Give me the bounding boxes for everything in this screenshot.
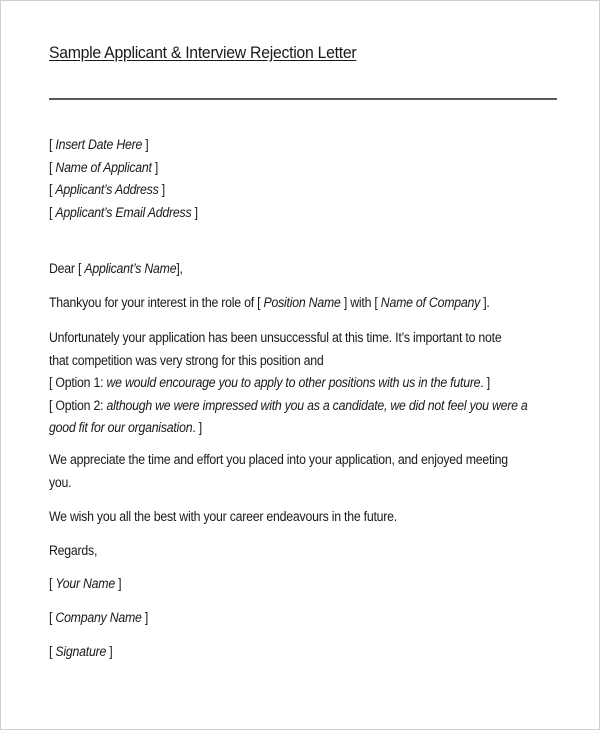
appreciation-paragraph: We appreciate the time and effort you placed into your application, and enjoyed meeting you. bbox=[49, 452, 508, 490]
date-field: [ Insert Date Here ] bbox=[49, 137, 149, 152]
signature-field: [ Signature ] bbox=[49, 644, 113, 659]
closing: Regards, bbox=[49, 543, 98, 558]
option-1: [ Option 1: we would encourage you to apply to other positions with us in the future. ] bbox=[49, 375, 490, 390]
intro-paragraph: Thankyou for your interest in the role of [ Position Name ] with [ Name of Company ]. bbox=[49, 295, 490, 310]
horizontal-rule bbox=[49, 98, 557, 100]
well-wishes-paragraph: We wish you all the best with your career endeavours in the future. bbox=[49, 509, 397, 524]
option-2: [ Option 2: although we were impressed with you as a candidate, we did not feel you were a bbox=[49, 397, 528, 413]
applicant-address-field: [ Applicant’s Address ] bbox=[49, 182, 165, 197]
sender-name-field: [ Your Name ] bbox=[49, 576, 122, 591]
header-fields bbox=[49, 134, 527, 224]
company-name-field: [ Company Name ] bbox=[49, 610, 149, 625]
document-title: Sample Applicant & Interview Rejection Letter bbox=[49, 43, 357, 62]
applicant-name-field: [ Name of Applicant ] bbox=[49, 159, 159, 175]
applicant-email-field: [ Applicant’s Email Address ] bbox=[49, 204, 198, 220]
rejection-paragraph: Unfortunately your application has been unsuccessful at this time. It’s important to note that competition was very strong for this position and [ Option 1: we would encourage you to apply to other positions with us in the future. ] [ Option 2: although we were impressed with you as a candidate, we did not feel you were a good fit for our organisation. ] bbox=[49, 330, 528, 435]
salutation: Dear [ Applicant’s Name], bbox=[49, 261, 183, 276]
